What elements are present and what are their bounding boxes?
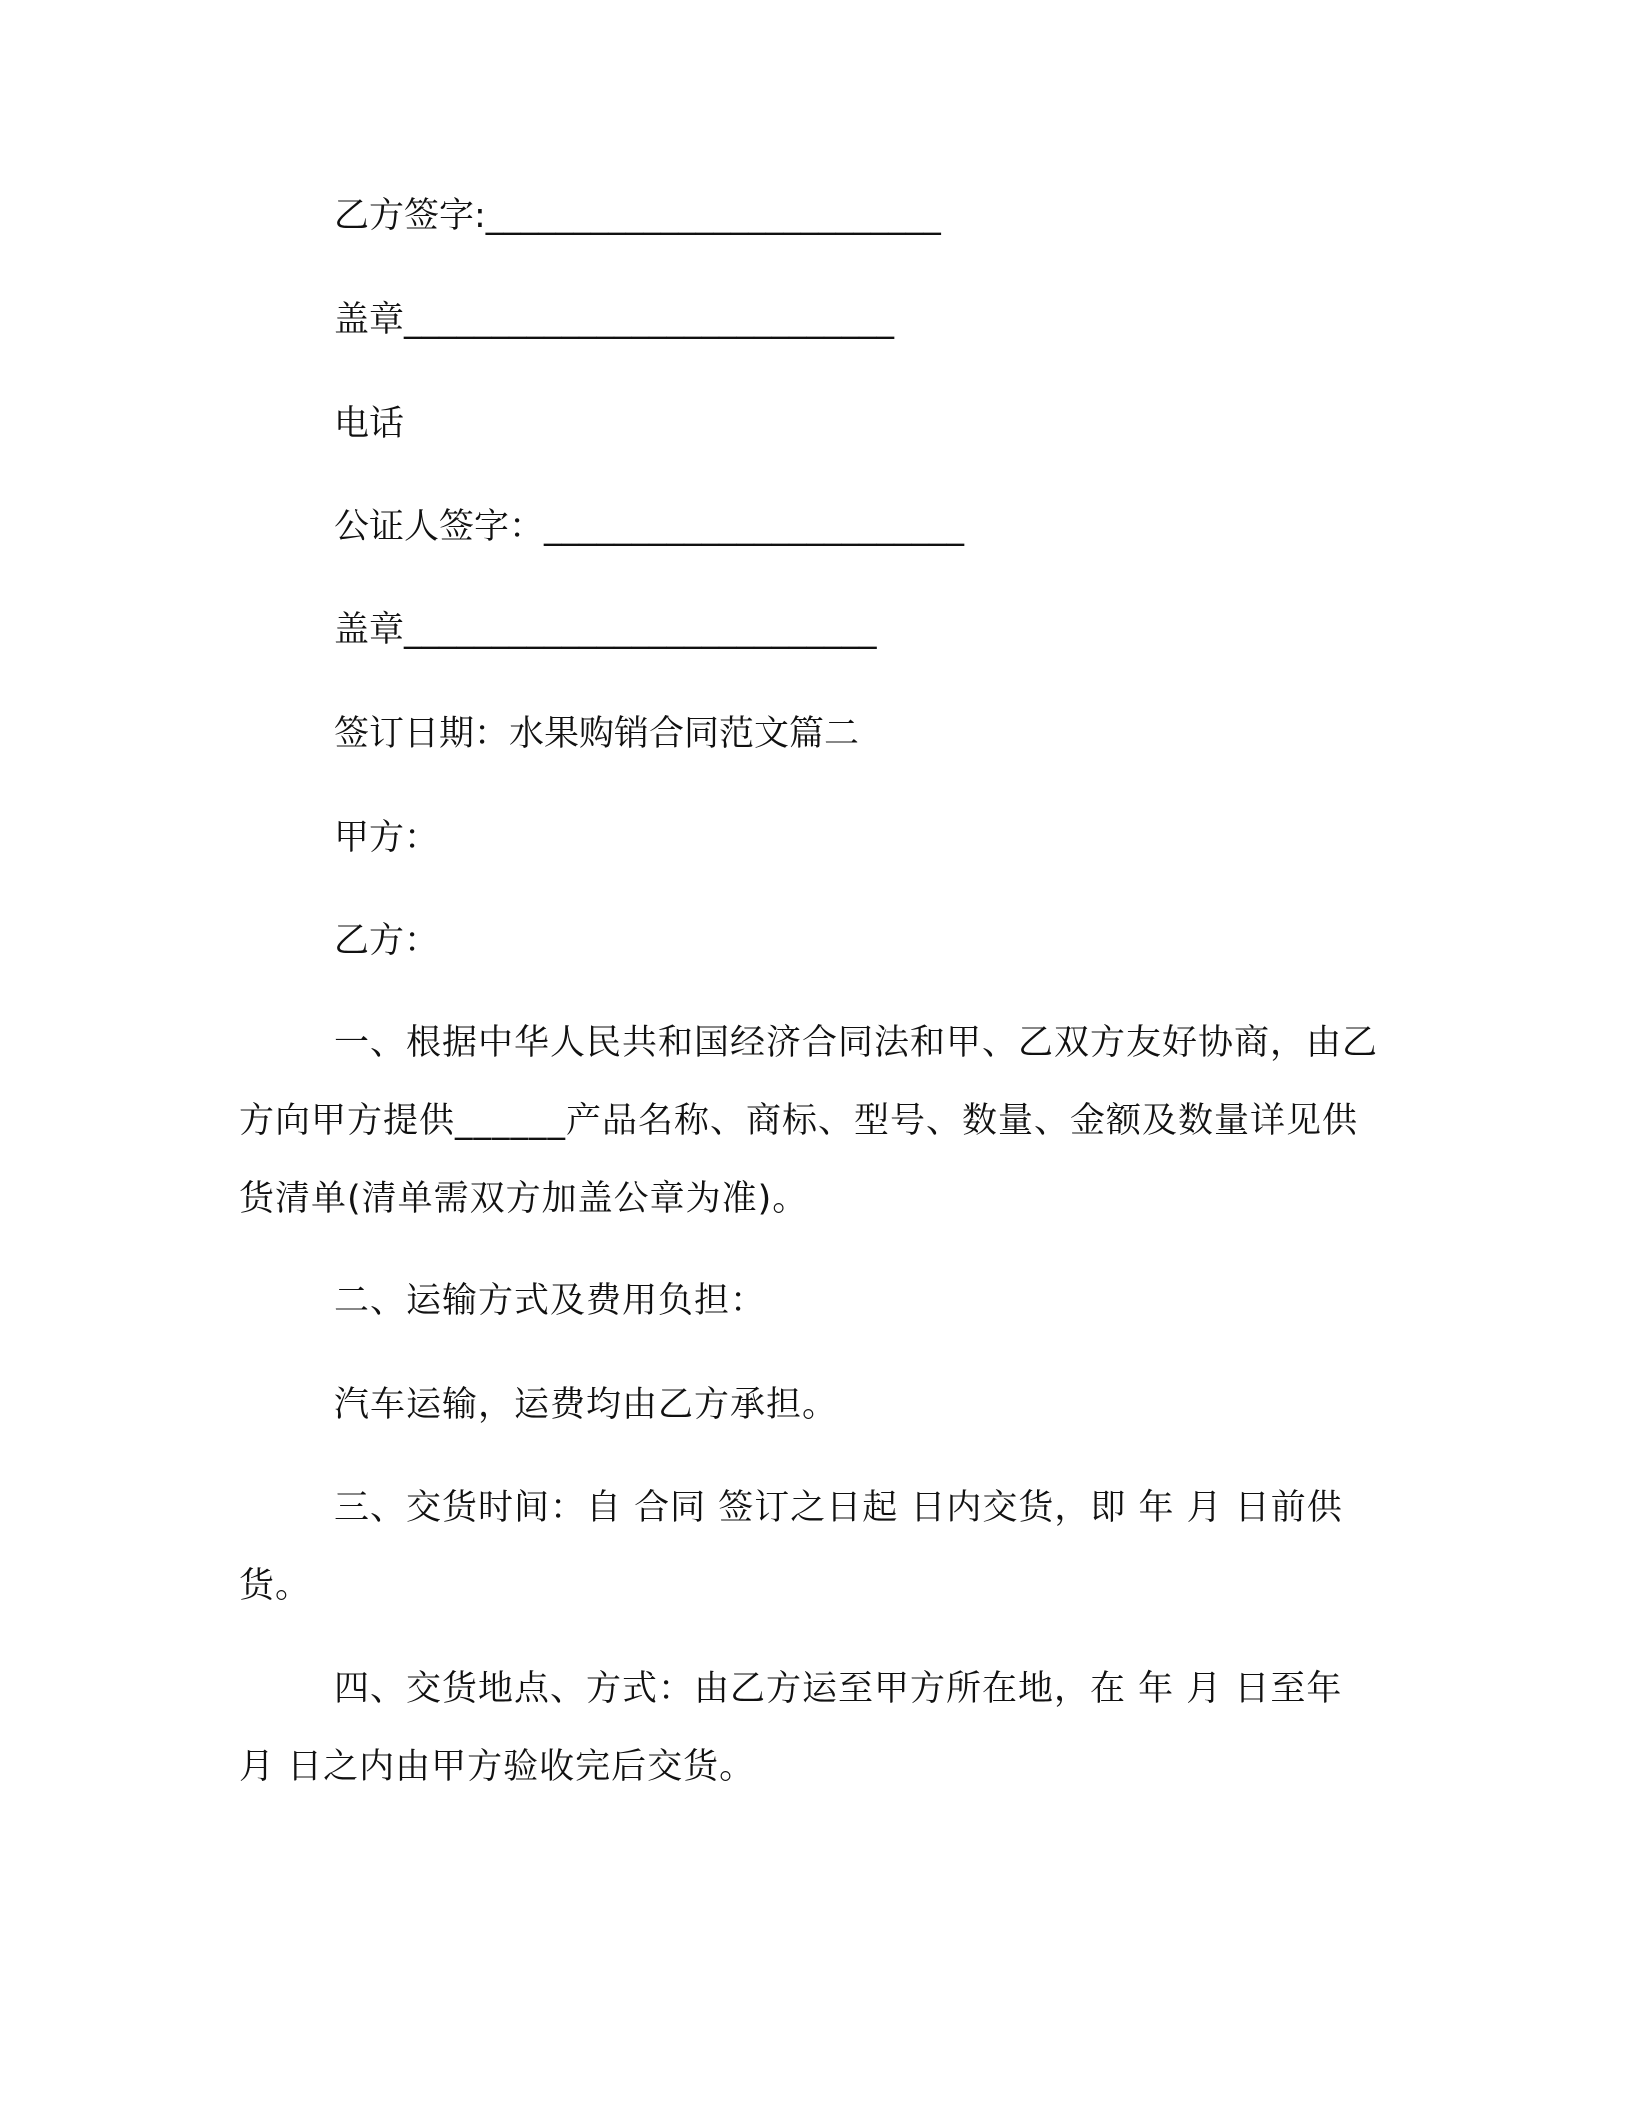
signing-date-line: 签订日期：水果购销合同范文篇二 — [334, 714, 860, 754]
clause-1-paragraph: 一、根据中华人民共和国经济合同法和甲、乙双方友好协商，由乙方向甲方提供______产品名称、商标、型号、数量、金额及数量详见供货清单(清单需双方加盖公章为准)。 — [239, 1023, 1379, 1219]
clause-3-paragraph: 三、交货时间：自 合同 签订之日起 日内交货，即 年 月 日前供货。 — [239, 1488, 1343, 1606]
phone-label: 电话 — [334, 404, 405, 444]
clause-2-heading: 二、运输方式及费用负担： — [334, 1281, 767, 1321]
party-a-label: 甲方： — [334, 818, 440, 858]
transport-paragraph: 汽车运输，运费均由乙方承担。 — [334, 1385, 839, 1425]
party-b-signature-line: 乙方签字:__________________________ — [334, 196, 941, 236]
notary-signature-line: 公证人签字：________________________ — [334, 507, 965, 547]
party-b-label: 乙方： — [334, 921, 440, 961]
clause-4-paragraph: 四、交货地点、方式：由乙方运至甲方所在地，在 年 月 日至年 月 日之内由甲方验收完后交货。 — [239, 1669, 1343, 1787]
notary-seal-line: 盖章___________________________ — [334, 610, 877, 650]
seal-line: 盖章____________________________ — [334, 300, 895, 340]
